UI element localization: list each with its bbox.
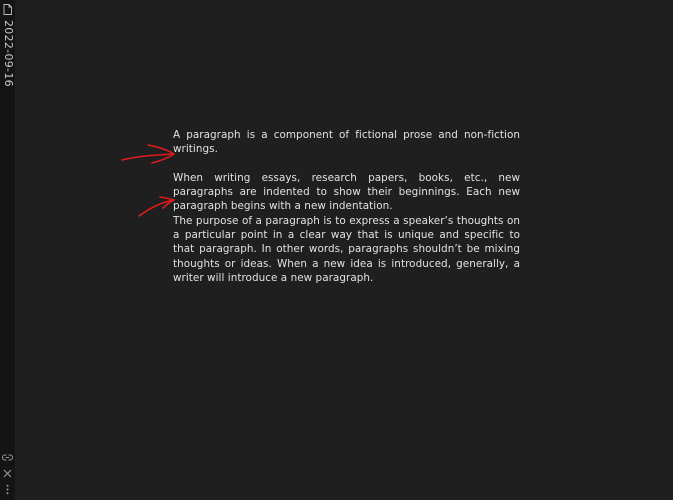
- link-icon[interactable]: [2, 452, 13, 463]
- paragraph: The purpose of a paragraph is to express a speaker’s thoughts on a particular point in a clear way that is unique and specific to that paragraph. In other words, paragraphs shouldn’t be mixing thoughts or ideas. When a new idea is introduced, generally, a writer will introduce a new paragraph.: [173, 214, 520, 284]
- note-title[interactable]: 2022-09-16: [2, 20, 15, 87]
- paragraph: A paragraph is a component of fictional prose and non-fiction writings.: [173, 129, 520, 156]
- document-body[interactable]: [173, 128, 520, 285]
- red-arrow-annotation: [136, 194, 180, 220]
- file-icon[interactable]: [3, 4, 12, 15]
- paragraph: When writing essays, research papers, books, etc., new paragraphs are indented to show their beginnings. Each new paragraph begins with a new indentation.: [173, 171, 520, 213]
- more-icon[interactable]: [2, 484, 13, 495]
- close-icon[interactable]: [2, 468, 13, 479]
- left-sidebar: [0, 0, 15, 500]
- red-arrow-annotation: [118, 140, 180, 168]
